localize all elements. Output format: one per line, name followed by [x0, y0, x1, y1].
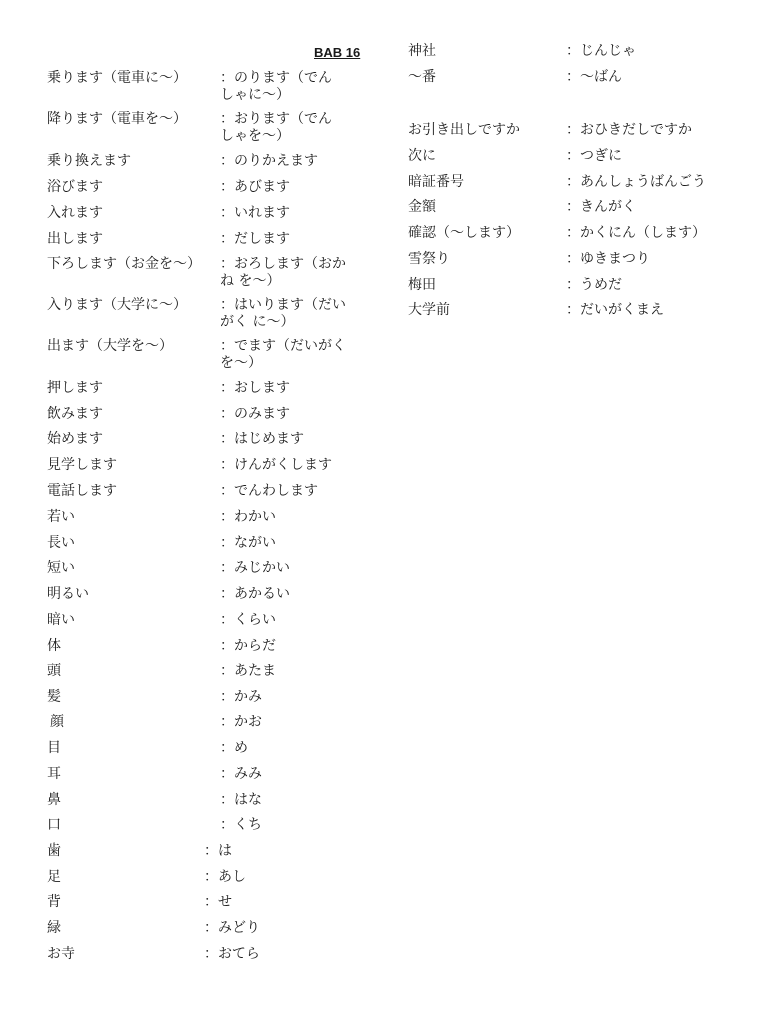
- vocab-term: 若い: [47, 509, 75, 525]
- vocab-reading: ：でんわします: [220, 483, 318, 499]
- vocab-term: 神社: [408, 43, 436, 59]
- vocab-term: 電話します: [47, 483, 117, 499]
- page-title: BAB 16: [314, 45, 361, 60]
- vocab-reading: ：あたま: [220, 663, 276, 679]
- vocab-reading: ：みじかい: [220, 560, 290, 576]
- vocab-reading: ：は: [204, 843, 232, 859]
- vocab-reading: ：かみ: [220, 689, 262, 705]
- vocab-term: ～番: [408, 69, 436, 85]
- vocab-reading: ：おてら: [204, 946, 260, 962]
- vocab-term: 乗り換えます: [47, 153, 131, 169]
- vocab-reading: ：はいります（だい がく に～）: [220, 297, 346, 330]
- vocab-reading: ：～ばん: [566, 69, 622, 85]
- vocab-term: 確認（～します）: [408, 225, 520, 241]
- vocab-reading: ：のりかえます: [220, 153, 318, 169]
- vocab-reading: ：おします: [220, 380, 290, 396]
- vocab-term: 乗ります（電車に～）: [47, 70, 187, 86]
- vocab-term: 出ます（大学を～）: [47, 338, 173, 354]
- vocab-term: 次に: [408, 148, 436, 164]
- vocab-term: 梅田: [408, 277, 436, 293]
- vocab-reading: ：あし: [204, 869, 246, 885]
- vocab-reading: ：あかるい: [220, 586, 290, 602]
- vocab-reading: ：のみます: [220, 406, 290, 422]
- vocab-term: 頭: [47, 663, 61, 679]
- vocab-reading: ：はな: [220, 792, 262, 808]
- vocab-term: 背: [47, 894, 61, 910]
- vocab-term: 入れます: [47, 205, 103, 221]
- vocab-term: 明るい: [47, 586, 89, 602]
- vocab-reading: ：はじめます: [220, 431, 304, 447]
- vocab-reading: ：おります（でん しゃを～）: [220, 111, 332, 144]
- vocab-reading: ：だいがくまえ: [566, 302, 664, 318]
- vocab-reading: ：かお: [220, 714, 262, 730]
- vocab-reading: ：じんじゃ: [566, 43, 636, 59]
- vocab-reading: ：みどり: [204, 920, 260, 936]
- vocab-reading: ：おろします（おか ね を～）: [220, 256, 346, 289]
- vocab-reading: ：あんしょうばんごう: [566, 174, 706, 190]
- vocab-term: 足: [47, 869, 61, 885]
- vocab-term: 下ろします（お金を～）: [47, 256, 201, 272]
- vocab-reading: ：でます（だいがく を～）: [220, 338, 346, 371]
- vocab-term: 耳: [47, 766, 61, 782]
- vocab-term: 目: [47, 740, 61, 756]
- vocab-reading: ：だします: [220, 231, 290, 247]
- vocab-term: 体: [47, 638, 61, 654]
- vocab-term: 金額: [408, 199, 436, 215]
- vocab-term: 鼻: [47, 792, 61, 808]
- vocab-reading: ：め: [220, 740, 248, 756]
- vocab-reading: ：のります（でん しゃに～）: [220, 70, 332, 103]
- vocab-reading: ：けんがくします: [220, 457, 332, 473]
- vocab-term: 雪祭り: [408, 251, 450, 267]
- vocab-term: お寺: [47, 946, 75, 962]
- vocab-reading: ：ながい: [220, 535, 276, 551]
- vocab-reading: ：みみ: [220, 766, 262, 782]
- vocab-reading: ：くち: [220, 817, 262, 833]
- vocab-term: 降ります（電車を～）: [47, 111, 187, 127]
- vocab-reading: ：わかい: [220, 509, 276, 525]
- vocab-term: 始めます: [47, 431, 103, 447]
- vocab-reading: ：おひきだしですか: [566, 122, 692, 138]
- vocab-term: 歯: [47, 843, 61, 859]
- vocab-reading: ：うめだ: [566, 277, 622, 293]
- vocab-term: 飲みます: [47, 406, 103, 422]
- vocab-term: 緑: [47, 920, 61, 936]
- vocab-reading: ：せ: [204, 894, 232, 910]
- vocab-term: 長い: [47, 535, 75, 551]
- vocab-term: 見学します: [47, 457, 117, 473]
- vocab-term: 口: [47, 817, 61, 833]
- vocab-reading: ：くらい: [220, 612, 276, 628]
- vocab-reading: ：あびます: [220, 179, 290, 195]
- vocab-term: 暗い: [47, 612, 75, 628]
- vocab-reading: ：かくにん（します）: [566, 225, 706, 241]
- vocab-term: 浴びます: [47, 179, 103, 195]
- vocab-term: 顔: [50, 714, 64, 730]
- vocab-reading: ：ゆきまつり: [566, 251, 650, 267]
- vocab-term: 髪: [47, 689, 61, 705]
- vocab-reading: ：つぎに: [566, 148, 622, 164]
- vocab-term: 出します: [47, 231, 103, 247]
- vocab-term: 大学前: [408, 302, 450, 318]
- vocab-reading: ：きんがく: [566, 199, 636, 215]
- vocab-term: 入ります（大学に～）: [47, 297, 187, 313]
- vocab-reading: ：からだ: [220, 638, 276, 654]
- vocab-reading: ：いれます: [220, 205, 290, 221]
- vocab-term: 暗証番号: [408, 174, 464, 190]
- vocab-term: 短い: [47, 560, 75, 576]
- vocab-term: お引き出しですか: [408, 122, 520, 138]
- vocab-term: 押します: [47, 380, 103, 396]
